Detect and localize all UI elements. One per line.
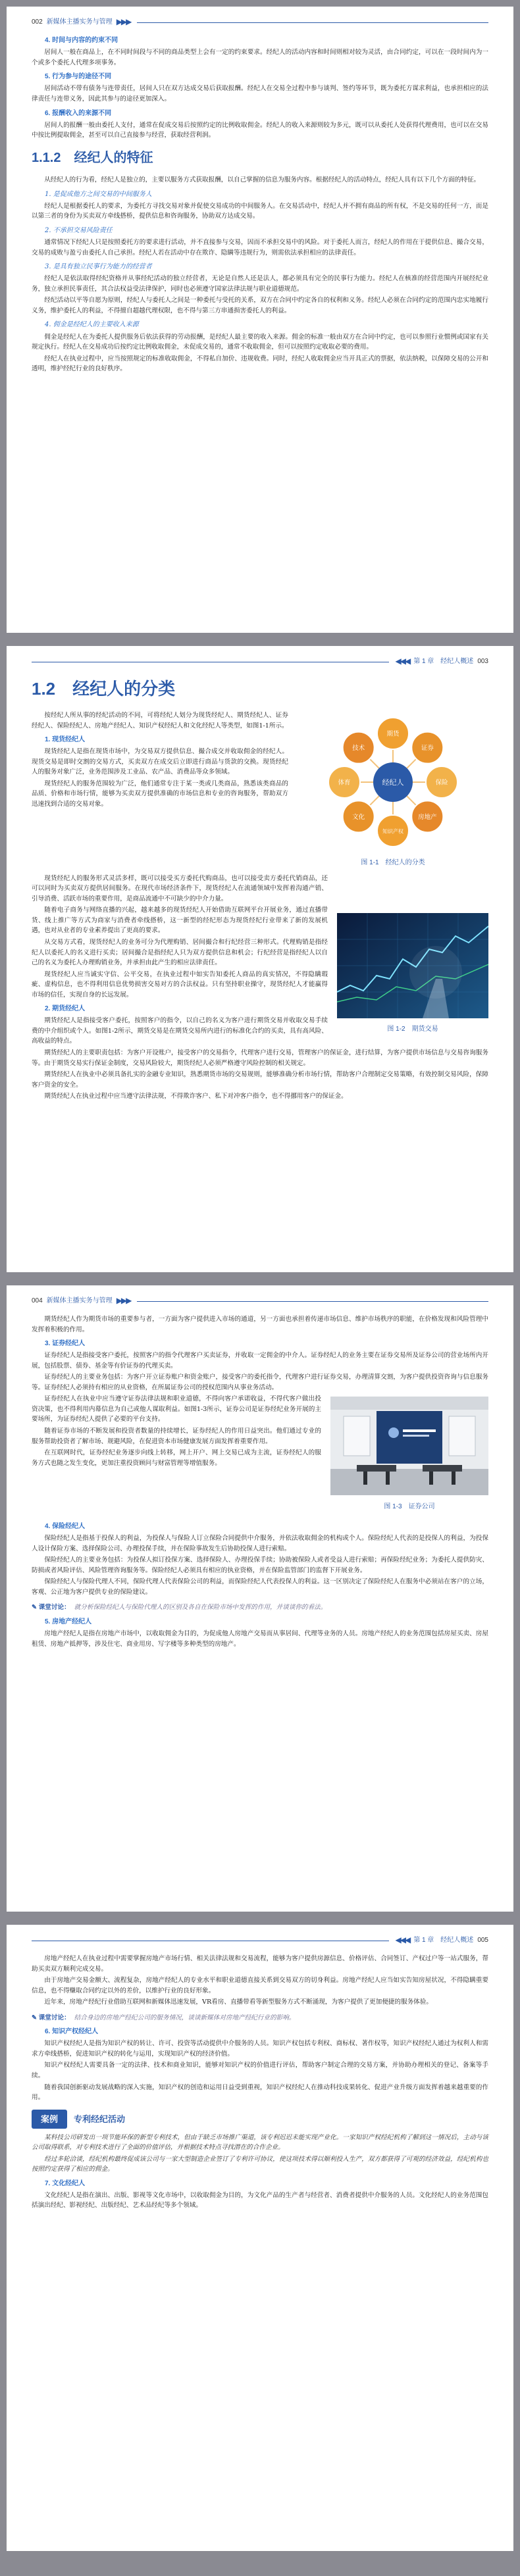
figure-1-2 (337, 913, 488, 1035)
figure-caption: 图 1-2 期货交易 (387, 1026, 438, 1033)
category-label: 文化 (352, 813, 365, 821)
paragraph: 知识产权经纪人是指为知识产权的转让、许可、投资等活动提供中介服务的人员。知识产权包括专利权、商标权、著作权等，知识产权经纪人通过为权利人和需求方牵线搭桥，促进知识产权的转化与运用，实现知识产权的经济价值。 (32, 2040, 488, 2058)
paragraph: 现货经纪人的服务范围较为广泛，他们通常专注于某一类或几类商品，熟悉该类商品的品质、价格和市场行情，能够为买卖双方提供准确的市场信息和专业的咨询服务，帮助双方迅速找到合适的交易对象。 (32, 780, 288, 808)
case-title: 专利经纪活动 (74, 2114, 126, 2124)
page-003 (7, 646, 513, 1272)
paragraph: 文化经纪人是指在演出、出版、影视等文化市场中，以收取佣金为目的，为文化产品的生产者与经营者、消费者提供中介服务的人员。文化经纪人的业务范围包括演出经纪、影视经纪、出版经纪、艺术品经纪等多个领域。 (32, 2191, 488, 2210)
page-body (32, 1954, 488, 2008)
paragraph: 房地产经纪人是指在房地产市场中，以收取佣金为目的，为促成他人房地产交易而从事居间、代理等业务的人员。房地产经纪人的业务范围包括房屋买卖、房屋租赁、房地产抵押等，涉及住宅、商业用房、写字楼等多种类型的房地产。 (32, 1630, 488, 1648)
case-paragraph: 某科技公司研发出一项节能环保的新型专利技术，但由于缺乏市场推广渠道，该专利迟迟未能实现产业化。一家知识产权经纪机构了解到这一情况后，主动与该公司取得联系，对专利技术进行了全面的价值评估，并根据技术特点寻找潜在的合作企业。 (32, 2133, 488, 2152)
paragraph: 通常情况下经纪人只是按照委托方的要求进行活动，并不直接参与交易，因而不承担交易中的风险。对于委托人而言，经纪人的作用在于提供信息、撮合交易，交易的成败与盈亏由委托人自己承担。经纪人若在活动中存在欺诈、隐瞒等违规行为，则需依法承担相应的法律责任。 (32, 239, 488, 257)
section-title: 1.2 经纪人的分类 (32, 679, 176, 699)
running-head (32, 17, 488, 28)
discussion-icon: ✎ (32, 2014, 38, 2021)
paragraph: 期货经纪人在执业中必须具备扎实的金融专业知识，熟悉期货市场的交易规则，能够准确分析市场行情，帮助客户合理制定交易策略，有效控制交易风险，保障客户资金的安全。 (32, 1071, 488, 1089)
paragraph: 居间人的报酬一般由委托人支付，通常在促成交易后按照约定的比例收取佣金。经纪人的收入来源则较为多元，既可以从委托人处获得代理费用，也可以在交易中按比例提取佣金，甚至可以自己直接参与经营，获取经营利润。 (32, 121, 488, 139)
subheading: 2. 期货经纪人 (45, 1005, 86, 1013)
running-head (32, 656, 488, 667)
paragraph: 现货经纪人是指在现货市场中，为交易双方提供信息、撮合成交并收取佣金的经纪人。现货交易是即时交割的交易方式，买卖双方在成交后立即进行商品与货款的交换。现货经纪人的服务对象广泛，业务范围涉及工业品、农产品、消费品等众多领域。 (32, 748, 288, 776)
category-label: 证券 (421, 745, 434, 753)
class-discussion (32, 1602, 488, 1613)
arrow-icon: ▶▶▶ (116, 17, 131, 27)
paragraph: 从交易方式看，现货经纪人的业务可分为代理购销、居间撮合和行纪经营三种形式。代理购销是指经纪人以委托人的名义进行买卖；居间撮合是指经纪人只为双方提供信息和机会；行纪经营是指经纪人以自己的名义为委托人办理购销业务，并承担由此产生的相应法律责任。 (32, 939, 328, 967)
arrow-icon: ◀◀◀ (395, 1935, 410, 1945)
paragraph: 居间活动不带有债务与连带责任，居间人只在双方达成交易后获取报酬。经纪人在交易全过程中参与谈判、签约等环节，既为委托方谋求利益，也承担相应的法律责任与连带义务，因此其参与的途径更加深入。 (32, 85, 488, 103)
paragraph: 近年来，房地产经纪行业借助互联网和新媒体迅速发展，VR看房、直播带看等新型服务方式不断涌现，为客户提供了更加便捷的服务体验。 (44, 1998, 432, 2006)
paragraph: 期货经纪人在执业过程中应当遵守法律法规，不得欺诈客户、私下对冲客户指令，也不得挪用客户的保证金。 (44, 1093, 348, 1101)
running-head (32, 1935, 488, 1946)
discussion-text: 结合身边的房地产经纪公司的服务情况，谈谈新媒体对房地产经纪行业的影响。 (74, 2014, 296, 2021)
paragraph: 保险经纪人是指基于投保人的利益，为投保人与保险人订立保险合同提供中介服务，并依法收取佣金的机构或个人。保险经纪人代表的是投保人的利益，为投保人设计保险方案、选择保险公司、办理投保手续，并在保险事故发生后协助投保人进行索赔。 (32, 1535, 488, 1552)
category-label: 知识产权 (382, 828, 403, 835)
header-rule (137, 22, 488, 23)
category-label: 技术 (352, 745, 365, 753)
classification-diagram (298, 713, 488, 851)
category-label: 体育 (338, 779, 351, 787)
paragraph: 佣金是经纪人在为委托人提供服务后依法获得的劳动报酬，是经纪人最主要的收入来源。佣金的标准一般由双方在合同中约定，也可以参照行业惯例或国家有关规定执行。经纪人在交易成功后按约定比例收取佣金，未促成交易的，通常不收取佣金，但可以按照约定收取必要的费用。 (32, 333, 488, 351)
paragraph: 证券经纪人是指接受客户委托，按照客户的指令代理客户买卖证券，并收取一定佣金的中介人。证券经纪人的业务主要在证券交易所及证券公司的营业场所内开展，包括股票、债券、基金等有价证券的代理买卖。 (32, 1352, 488, 1370)
page-number: 002 (32, 18, 43, 26)
subheading: 4. 佣金是经纪人的主要收入来源 (45, 321, 139, 329)
center-label: 经纪人 (382, 778, 404, 787)
page-body (32, 2027, 488, 2102)
paragraph: 证券经纪人在执业中应当遵守证券法律法规和职业道德，不得向客户承诺收益，不得代客户做出投资决策，也不得利用内幕信息为自己或他人谋取利益。如图1-3所示，证券公司是证券经纪业务开展的主要场所，为证券经纪人提供了必要的平台支持。 (32, 1395, 321, 1424)
paragraph: 随着我国创新驱动发展战略的深入实施，知识产权的创造和运用日益受到重视，知识产权经纪人在推动科技成果转化、促进产业升级方面发挥着越来越重要的作用。 (32, 2083, 488, 2102)
page-body (32, 36, 488, 374)
subheading: 4. 保险经纪人 (45, 1523, 86, 1531)
figure-caption: 图 1-3 证券公司 (384, 1502, 435, 1510)
running-head-title: 新媒体主播实务与管理 (46, 1297, 113, 1304)
page-body (32, 1522, 488, 1597)
subheading: 6. 知识产权经纪人 (45, 2028, 99, 2036)
subheading: 2. 不承担交易风险责任 (45, 226, 113, 234)
subheading: 3. 证券经纪人 (45, 1340, 86, 1348)
subheading: 1. 现货经纪人 (45, 736, 86, 744)
figure-1-1 (298, 713, 488, 868)
page-number: 004 (32, 1297, 43, 1304)
paragraph: 随着证券市场的不断发展和投资者数量的持续增长，证券经纪人的作用日益突出。他们通过专业的服务帮助投资者了解市场、规避风险，在促进资本市场健康发展方面发挥着重要作用。 (32, 1427, 321, 1445)
subheading: 1. 是促成他方之间交易的中间服务人 (45, 190, 152, 198)
class-discussion (32, 2013, 488, 2023)
page-002 (7, 7, 513, 633)
page-004 (7, 1285, 513, 1912)
subheading: 3. 是具有独立民事行为能力的经营者 (45, 263, 152, 271)
figure-1-3 (330, 1397, 488, 1512)
paragraph: 按经纪人所从事的经纪活动的不同，可将经纪人划分为现货经纪人、期货经纪人、证券经纪人、保险经纪人、房地产经纪人、知识产权经纪人和文化经纪人等类型，如图1-1所示。 (32, 712, 288, 730)
discussion-tag: ✎ 课堂讨论： (32, 2014, 70, 2021)
case-paragraph: 经过多轮洽谈，经纪机构最终促成该公司与一家大型制造企业签订了专利许可协议，使这项技术得以顺利投入生产，双方都获得了可观的经济效益，经纪机构也按照约定获得了相应的佣金。 (32, 2155, 488, 2173)
case-body (32, 2133, 488, 2175)
category-label: 期货 (386, 730, 400, 738)
paragraph: 由于房地产交易金额大、流程复杂，房地产经纪人的专业水平和职业道德直接关系到交易双方的切身利益。房地产经纪人应当如实告知房屋状况，不得隐瞒重要信息，也不得赚取合同约定以外的差价，以维护行业的良好形象。 (32, 1977, 488, 1994)
discussion-tag: ✎ 课堂讨论： (32, 1604, 70, 1612)
paragraph: 从经纪人的行为看，经纪人是独立的，主要以服务方式获取报酬，以自己掌握的信息为服务内容。根据经纪人的活动特点，经纪人具有以下几个方面的特征。 (44, 176, 481, 184)
paragraph: 现货经纪人应当诚实守信、公平交易，在执业过程中如实告知委托人商品的真实情况，不得隐瞒瑕疵、虚构信息，也不得利用信息优势损害交易对方的合法权益。只有坚持职业操守，现货经纪人才能赢得市场的信任，实现自身的长远发展。 (32, 970, 328, 999)
paragraph: 期货经纪人的主要职责包括：为客户开设账户，接受客户的交易指令，代理客户进行交易，管理客户的保证金，进行结算，为客户提供市场信息与交易咨询服务等。由于期货交易实行保证金制度，交易风险较大，期货经纪人必须严格遵守风险控制的相关规定。 (32, 1049, 488, 1067)
running-head-title: 第 1 章 经纪人概述 (413, 657, 474, 665)
paragraph: 保险经纪人与保险代理人不同，保险代理人代表保险公司的利益，而保险经纪人代表投保人的利益。这一区别决定了保险经纪人在服务中必须站在客户的立场，客观、公正地为客户提供专业的保险建议。 (32, 1578, 488, 1596)
page-body (32, 1617, 488, 1649)
paragraph: 现货经纪人的服务形式灵活多样，既可以接受买方委托代购商品，也可以接受卖方委托代销商品，还可以同时为买卖双方提供居间服务。在现代市场经济条件下，现货经纪人在流通领域中发挥着沟通产销、引导消费、活跃市场的重要作用，是商品流通中不可缺少的中介力量。 (32, 874, 328, 903)
paragraph: 居间人一般在商品上，在不同时间段与不同的商品类型上会有一定的约束要求。经纪人的活动内容和时间则相对较为灵活，由合同约定，可以在一段时间内为一个或多个委托人代理多项事务。 (32, 49, 488, 66)
running-head-title: 新媒体主播实务与管理 (46, 18, 113, 26)
category-label: 房地产 (418, 813, 437, 821)
paragraph: 证券经纪人的主要业务包括：为客户开立证券账户和资金账户，接受客户的委托指令，代理客户进行证券交易，办理清算交割，为客户提供投资咨询与信息服务等。证券经纪人必须持有相应的从业资格，在所属证券公司的授权范围内从事业务活动。 (32, 1374, 488, 1391)
paragraph: 在互联网时代，证券经纪业务逐步向线上转移，网上开户、网上交易已成为主流，证券经纪人的服务方式也随之发生变化，更加注重投资顾问与财富管理等增值服务。 (32, 1449, 321, 1467)
category-label: 保险 (435, 779, 448, 787)
subheading: 5. 房地产经纪人 (45, 1618, 92, 1625)
paragraph: 经纪人是根据委托人的要求，为委托方寻找交易对象并促使交易成功的中间服务人。在交易活动中，经纪人并不拥有商品的所有权，不是交易的任何一方，而是以第三者的身份为买卖双方牵线搭桥，提供信息和咨询服务，协助双方达成交易。 (32, 202, 488, 220)
futures-trading-image (337, 913, 488, 1018)
paragraph: 经纪活动以平等自愿为原则，经纪人与委托人之间是一种委托与受托的关系，双方在合同中约定各自的权利和义务。经纪人必须在合同约定的范围内忠实地履行义务，维护委托人的利益，不得擅自超越代理权限，也不得与第三方串通损害委托人的利益。 (32, 297, 488, 314)
discussion-icon: ✎ (32, 1604, 38, 1612)
paragraph: 期货经纪人是指接受客户委托，按照客户的指令，以自己的名义为客户进行期货交易并收取交易手续费的中介组织或个人。如图1-2所示，期货交易是在期货交易所内进行的标准化合约的买卖，具有高风险、高收益的特点。 (32, 1017, 328, 1045)
page-number: 003 (477, 657, 488, 665)
paragraph: 期货经纪人作为期货市场的重要参与者，一方面为客户提供进入市场的通道，另一方面也承担着传递市场信息、维护市场秩序的职能，在价格发现和风险管理中发挥着积极的作用。 (32, 1316, 488, 1333)
paragraph: 知识产权经纪人需要具备一定的法律、技术和商业知识，能够对知识产权的价值进行评估，帮助客户制定合理的交易方案，并协助办理相关的登记、备案等手续。 (32, 2062, 488, 2079)
header-rule (137, 1301, 488, 1302)
paragraph: 房地产经纪人在执业过程中需要掌握房地产市场行情、相关法律法规和交易流程，能够为客户提供房源信息、价格评估、合同签订、产权过户等一站式服务，帮助买卖双方顺利完成交易。 (32, 1955, 488, 1973)
paragraph: 经纪人是依法取得经纪资格并从事经纪活动的独立经营者，无论是自然人还是法人，都必须具有完全的民事行为能力。经纪人在核准的经营范围内开展经纪业务，独立承担民事责任，其合法权益受法律保护，同时也必须遵守国家法律法规与职业道德规范。 (32, 275, 488, 293)
subheading: 4. 时间与内容的约束不同 (45, 37, 118, 44)
page-body (32, 2179, 488, 2211)
securities-office-image (330, 1397, 488, 1495)
case-badge: 案例 (32, 2110, 67, 2129)
arrow-icon: ◀◀◀ (395, 656, 410, 666)
arrow-icon: ▶▶▶ (116, 1296, 131, 1306)
page-number: 005 (477, 1936, 488, 1944)
paragraph: 随着电子商务与网络直播的兴起，越来越多的现货经纪人开始借助互联网平台开展业务，通过直播带货、线上推广等方式为商家与消费者牵线搭桥，这一新型的经纪形态为现货经纪行业带来了新的发展机遇，也对从业者的专业素养提出了更高的要求。 (32, 906, 328, 935)
subheading: 6. 报酬收入的来源不同 (45, 109, 112, 117)
discussion-text: 就分析保险经纪人与保险代理人的区别及各自在保险市场中发挥的作用，并谈谈你的看法。 (74, 1604, 327, 1612)
page-005 (7, 1925, 513, 2551)
running-head-title: 第 1 章 经纪人概述 (413, 1936, 474, 1944)
running-head (32, 1296, 488, 1306)
page-body (32, 1314, 488, 1393)
subheading: 5. 行为参与的途径不同 (45, 73, 112, 81)
paragraph: 保险经纪人的主要业务包括：为投保人拟订投保方案、选择保险人、办理投保手续；协助被保险人或者受益人进行索赔；再保险经纪业务；为委托人提供防灾、防损或者风险评估、风险管理咨询服务等。保险经纪人必须具有相应的执业资格，并在保险监管部门的监督下开展业务。 (32, 1556, 488, 1574)
case-header (32, 2110, 488, 2129)
figure-caption: 图 1-1 经纪人的分类 (361, 858, 425, 866)
subheading: 7. 文化经纪人 (45, 2179, 86, 2187)
paragraph: 经纪人在执业过程中，应当按照规定的标准收取佣金，不得私自加价、违规收费。同时，经纪人收取佣金应当开具正式的票据，依法纳税，以保障交易的公开和透明，维护经纪行业的良好秩序。 (32, 355, 488, 373)
section-heading: 1.1.2 经纪人的特征 (32, 150, 153, 165)
